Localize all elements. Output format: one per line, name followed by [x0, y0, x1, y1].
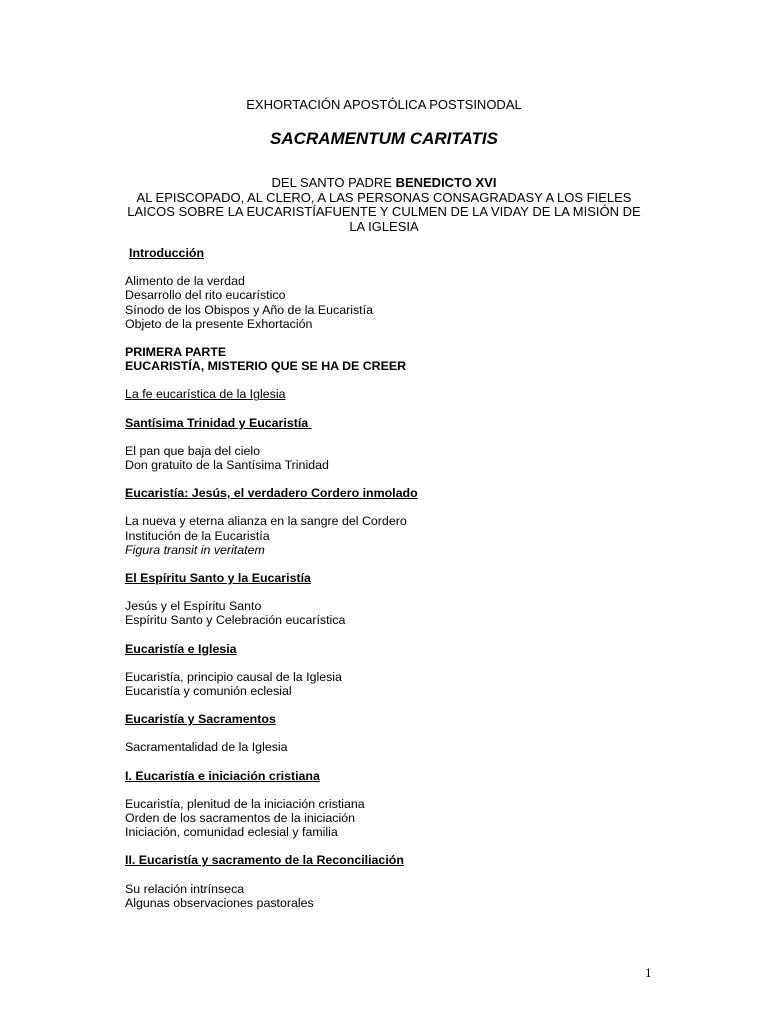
toc-item[interactable]: Iniciación, comunidad eclesial y familia — [125, 825, 338, 840]
toc-heading-espiritu-santo[interactable]: El Espíritu Santo y la Eucaristía — [125, 571, 311, 586]
toc-item[interactable]: Alimento de la verdad — [125, 274, 245, 289]
toc-item[interactable]: Espíritu Santo y Celebración eucarística — [125, 613, 346, 628]
toc-heading-reconciliacion[interactable]: II. Eucaristía y sacramento de la Reconciliación — [125, 853, 404, 868]
toc-item[interactable]: Figura transit in veritatem — [125, 542, 265, 557]
toc-item[interactable]: Algunas observaciones pastorales — [125, 895, 314, 910]
toc-item[interactable]: Sínodo de los Obispos y Año de la Eucaristía — [125, 302, 373, 317]
toc-item[interactable]: Institución de la Eucaristía — [125, 528, 270, 543]
toc-item[interactable]: Jesús y el Espíritu Santo — [125, 599, 262, 614]
toc-item[interactable]: Don gratuito de la Santísima Trinidad — [125, 458, 329, 473]
document-author-line — [0, 176, 768, 191]
toc-item[interactable]: Eucaristía, principio causal de la Iglesia — [125, 669, 342, 684]
toc-heading-iniciacion-cristiana[interactable]: I. Eucaristía e iniciación cristiana — [125, 768, 320, 783]
toc-heading-eucaristia-y-sacramentos[interactable]: Eucaristía y Sacramentos — [125, 712, 276, 727]
part-one-subtitle: EUCARISTÍA, MISTERIO QUE SE HA DE CREER — [125, 359, 407, 374]
page-number: 1 — [645, 965, 652, 980]
toc-item[interactable]: El pan que baja del cielo — [125, 443, 261, 458]
document-title: SACRAMENTUM CARITATIS — [270, 129, 498, 148]
toc-item[interactable]: La nueva y eterna alianza en la sangre del Cordero — [125, 514, 407, 529]
toc-heading-fe-eucaristica[interactable]: La fe eucarística de la Iglesia — [125, 387, 286, 402]
table-of-contents — [125, 246, 685, 910]
toc-item[interactable]: Sacramentalidad de la Iglesia — [125, 740, 288, 755]
toc-item[interactable]: Orden de los sacramentos de la iniciación — [125, 811, 356, 826]
toc-item[interactable]: Eucaristía y comunión eclesial — [125, 684, 292, 699]
toc-item[interactable]: Su relación intrínseca — [125, 881, 245, 896]
toc-item[interactable]: Eucaristía, plenitud de la iniciación cristiana — [125, 796, 365, 811]
document-addressee: AL EPISCOPADO, AL CLERO, A LAS PERSONAS CONSAGRADASY A LOS FIELES LAICOS SOBRE LA EUCARISTÍAFUENTE Y CULMEN DE LA VIDAY DE LA MISIÓN DE LA IGLESIA — [127, 189, 641, 234]
toc-item[interactable]: Objeto de la presente Exhortación — [125, 316, 313, 331]
toc-heading-cordero-inmolado[interactable]: Eucaristía: Jesús, el verdadero Cordero inmolado — [125, 486, 418, 501]
toc-item[interactable]: Desarrollo del rito eucarístico — [125, 288, 286, 303]
part-one-label: PRIMERA PARTE — [125, 345, 227, 360]
toc-heading-introduccion[interactable]: Introducción — [129, 246, 205, 260]
document-type-line: EXHORTACIÓN APOSTÓLICA POSTSINODAL — [246, 97, 522, 112]
author-name: BENEDICTO XVI — [395, 175, 497, 190]
toc-heading-santisima-trinidad[interactable]: Santísima Trinidad y Eucaristía — [125, 415, 312, 430]
author-prefix: DEL SANTO PADRE — [271, 175, 396, 190]
toc-heading-eucaristia-e-iglesia[interactable]: Eucaristía e Iglesia — [125, 641, 237, 656]
